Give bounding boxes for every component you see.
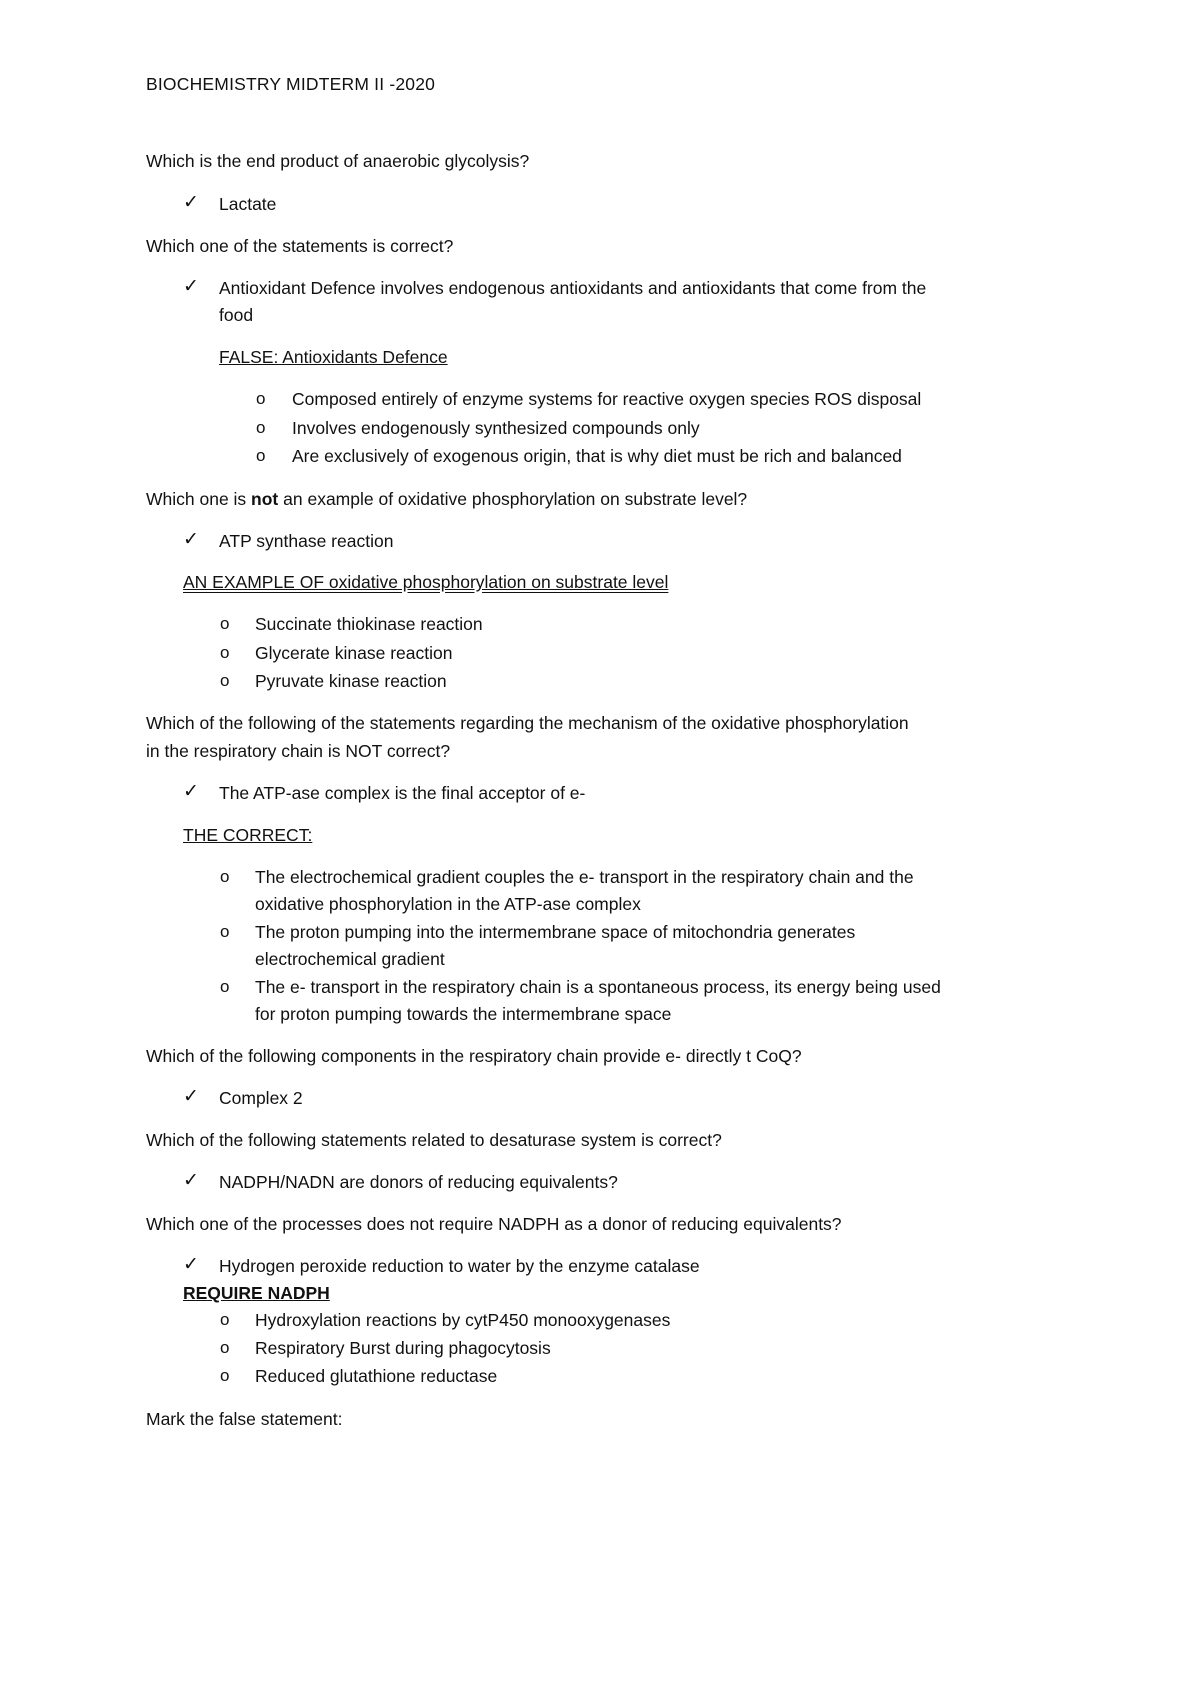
question-3 [146, 484, 1076, 514]
question-7: Which one of the processes does not require NADPH as a donor of reducing equivalents? [146, 1214, 842, 1234]
checkmark-icon: ✓ [183, 276, 199, 297]
question-3-part-a: Which one is [146, 489, 252, 509]
checkmark-icon: ✓ [183, 781, 199, 802]
list-item: Involves endogenously synthesized compounds only [292, 418, 700, 438]
checkmark-icon: ✓ [183, 1086, 199, 1107]
bullet-icon: o [220, 1366, 230, 1385]
question-4-line-1: Which of the following of the statements regarding the mechanism of the oxidative phosphorylation [146, 713, 909, 733]
subheading-example: AN EXAMPLE OF oxidative phosphorylation on substrate level [183, 572, 669, 592]
list-item-line-1: The e- transport in the respiratory chain is a spontaneous process, its energy being used [255, 977, 941, 997]
bullet-icon: o [220, 1310, 230, 1329]
bullet-icon: o [220, 867, 230, 886]
list-item: Are exclusively of exogenous origin, that is why diet must be rich and balanced [292, 446, 902, 466]
answer-2-line-2: food [219, 305, 254, 325]
bullet-icon: o [256, 418, 266, 437]
checkmark-icon: ✓ [183, 1254, 199, 1275]
list-item: Composed entirely of enzyme systems for reactive oxygen species ROS disposal [292, 389, 922, 409]
bullet-icon: o [220, 1338, 230, 1357]
bullet-icon: o [220, 671, 230, 690]
list-item-line-2: oxidative phosphorylation in the ATP-ase complex [255, 894, 641, 914]
question-3-part-b: an example of oxidative phosphorylation on substrate level? [278, 489, 748, 509]
question-4-line-2: in the respiratory chain is NOT correct? [146, 741, 451, 761]
question-8: Mark the false statement: [146, 1409, 343, 1429]
question-2: Which one of the statements is correct? [146, 236, 454, 256]
question-6: Which of the following statements related to desaturase system is correct? [146, 1130, 722, 1150]
list-item: Hydroxylation reactions by cytP450 monooxygenases [255, 1310, 671, 1330]
question-1: Which is the end product of anaerobic glycolysis? [146, 151, 530, 171]
question-5: Which of the following components in the respiratory chain provide e- directly t CoQ? [146, 1046, 802, 1066]
list-item: Respiratory Burst during phagocytosis [255, 1338, 551, 1358]
list-item: Reduced glutathione reductase [255, 1366, 498, 1386]
subheading-false-antioxidants: FALSE: Antioxidants Defence [219, 347, 448, 367]
bullet-icon: o [220, 922, 230, 941]
answer-7: Hydrogen peroxide reduction to water by the enzyme catalase [219, 1256, 700, 1276]
subheading-correct: THE CORRECT: [183, 825, 313, 845]
list-item: Glycerate kinase reaction [255, 643, 453, 663]
list-item: Pyruvate kinase reaction [255, 671, 447, 691]
answer-2-line-1: Antioxidant Defence involves endogenous antioxidants and antioxidants that come from the [219, 278, 927, 298]
checkmark-icon: ✓ [183, 1170, 199, 1191]
bullet-icon: o [256, 446, 266, 465]
subheading-require-nadph: REQUIRE NADPH [183, 1283, 330, 1303]
answer-5: Complex 2 [219, 1088, 303, 1108]
answer-6: NADPH/NADN are donors of reducing equivalents? [219, 1172, 618, 1192]
list-item-line-1: The electrochemical gradient couples the e- transport in the respiratory chain and the [255, 867, 914, 887]
answer-4: The ATP-ase complex is the final acceptor of e- [219, 783, 586, 803]
question-3-emphasis: not [251, 489, 279, 509]
bullet-icon: o [220, 643, 230, 662]
bullet-icon: o [220, 977, 230, 996]
answer-1: Lactate [219, 194, 277, 214]
list-item-line-2: for proton pumping towards the intermembrane space [255, 1004, 672, 1024]
bullet-icon: o [256, 389, 266, 408]
checkmark-icon: ✓ [183, 192, 199, 213]
bullet-icon: o [220, 614, 230, 633]
list-item-line-2: electrochemical gradient [255, 949, 445, 969]
checkmark-icon: ✓ [183, 529, 199, 550]
list-item: Succinate thiokinase reaction [255, 614, 483, 634]
answer-3: ATP synthase reaction [219, 531, 394, 551]
document-title: BIOCHEMISTRY MIDTERM II -2020 [146, 74, 436, 94]
list-item-line-1: The proton pumping into the intermembrane space of mitochondria generates [255, 922, 856, 942]
